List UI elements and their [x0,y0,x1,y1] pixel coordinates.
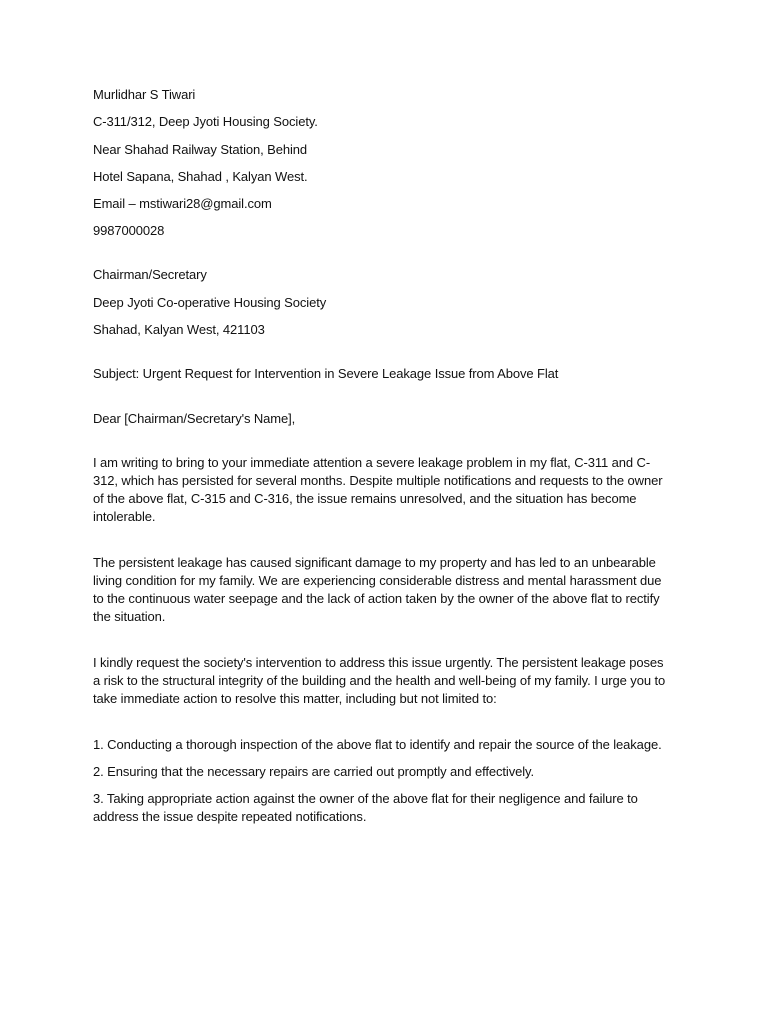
recipient-organization: Deep Jyoti Co-operative Housing Society [93,294,327,310]
sender-address-line2: Near Shahad Railway Station, Behind [93,141,308,157]
action-list [93,736,673,826]
list-item: 3. Taking appropriate action against the owner of the above flat for their negligence and failure to address the issue despite repeated notifications. [93,791,638,825]
sender-name: Murlidhar S Tiwari [93,87,196,102]
body-paragraph-3: I kindly request the society's intervention to address this issue urgently. The persistent leakage poses a risk to the structural integrity of the building and the health and well-being of my family. I urge you to take immediate action to resolve this matter, including but not limited to: [93,655,666,707]
list-item: 1. Conducting a thorough inspection of the above flat to identify and repair the source of the leakage. [93,737,662,753]
sender-email: Email – mstiwari28@gmail.com [93,196,272,212]
sender-address-line3: Hotel Sapana, Shahad , Kalyan West. [93,168,308,184]
body-paragraph-1: I am writing to bring to your immediate attention a severe leakage problem in my flat, C-311 and C-312, which has persisted for several months. Despite multiple notifications and requests to the owner of the above flat, C-315 and C-316, the issue remains unresolved, and the situation has become intolerable. [93,455,663,525]
letter-subject: Subject: Urgent Request for Intervention in Severe Leakage Issue from Above Flat [93,366,559,382]
sender-block [93,86,673,240]
letter-greeting: Dear [Chairman/Secretary's Name], [93,411,296,427]
body-paragraph-2: The persistent leakage has caused significant damage to my property and has led to an unbearable living condition for my family. We are experiencing considerable distress and mental harassment due to the continuous water seepage and the lack of action taken by the owner of the above flat to rectify the situation. [93,555,662,625]
list-item: 2. Ensuring that the necessary repairs are carried out promptly and effectively. [93,764,534,780]
recipient-address: Shahad, Kalyan West, 421103 [93,322,265,338]
recipient-block [93,266,673,339]
recipient-title: Chairman/Secretary [93,267,207,283]
sender-phone: 9987000028 [93,223,165,239]
letter-page [93,86,673,835]
sender-address-line1: C-311/312, Deep Jyoti Housing Society. [93,114,318,130]
